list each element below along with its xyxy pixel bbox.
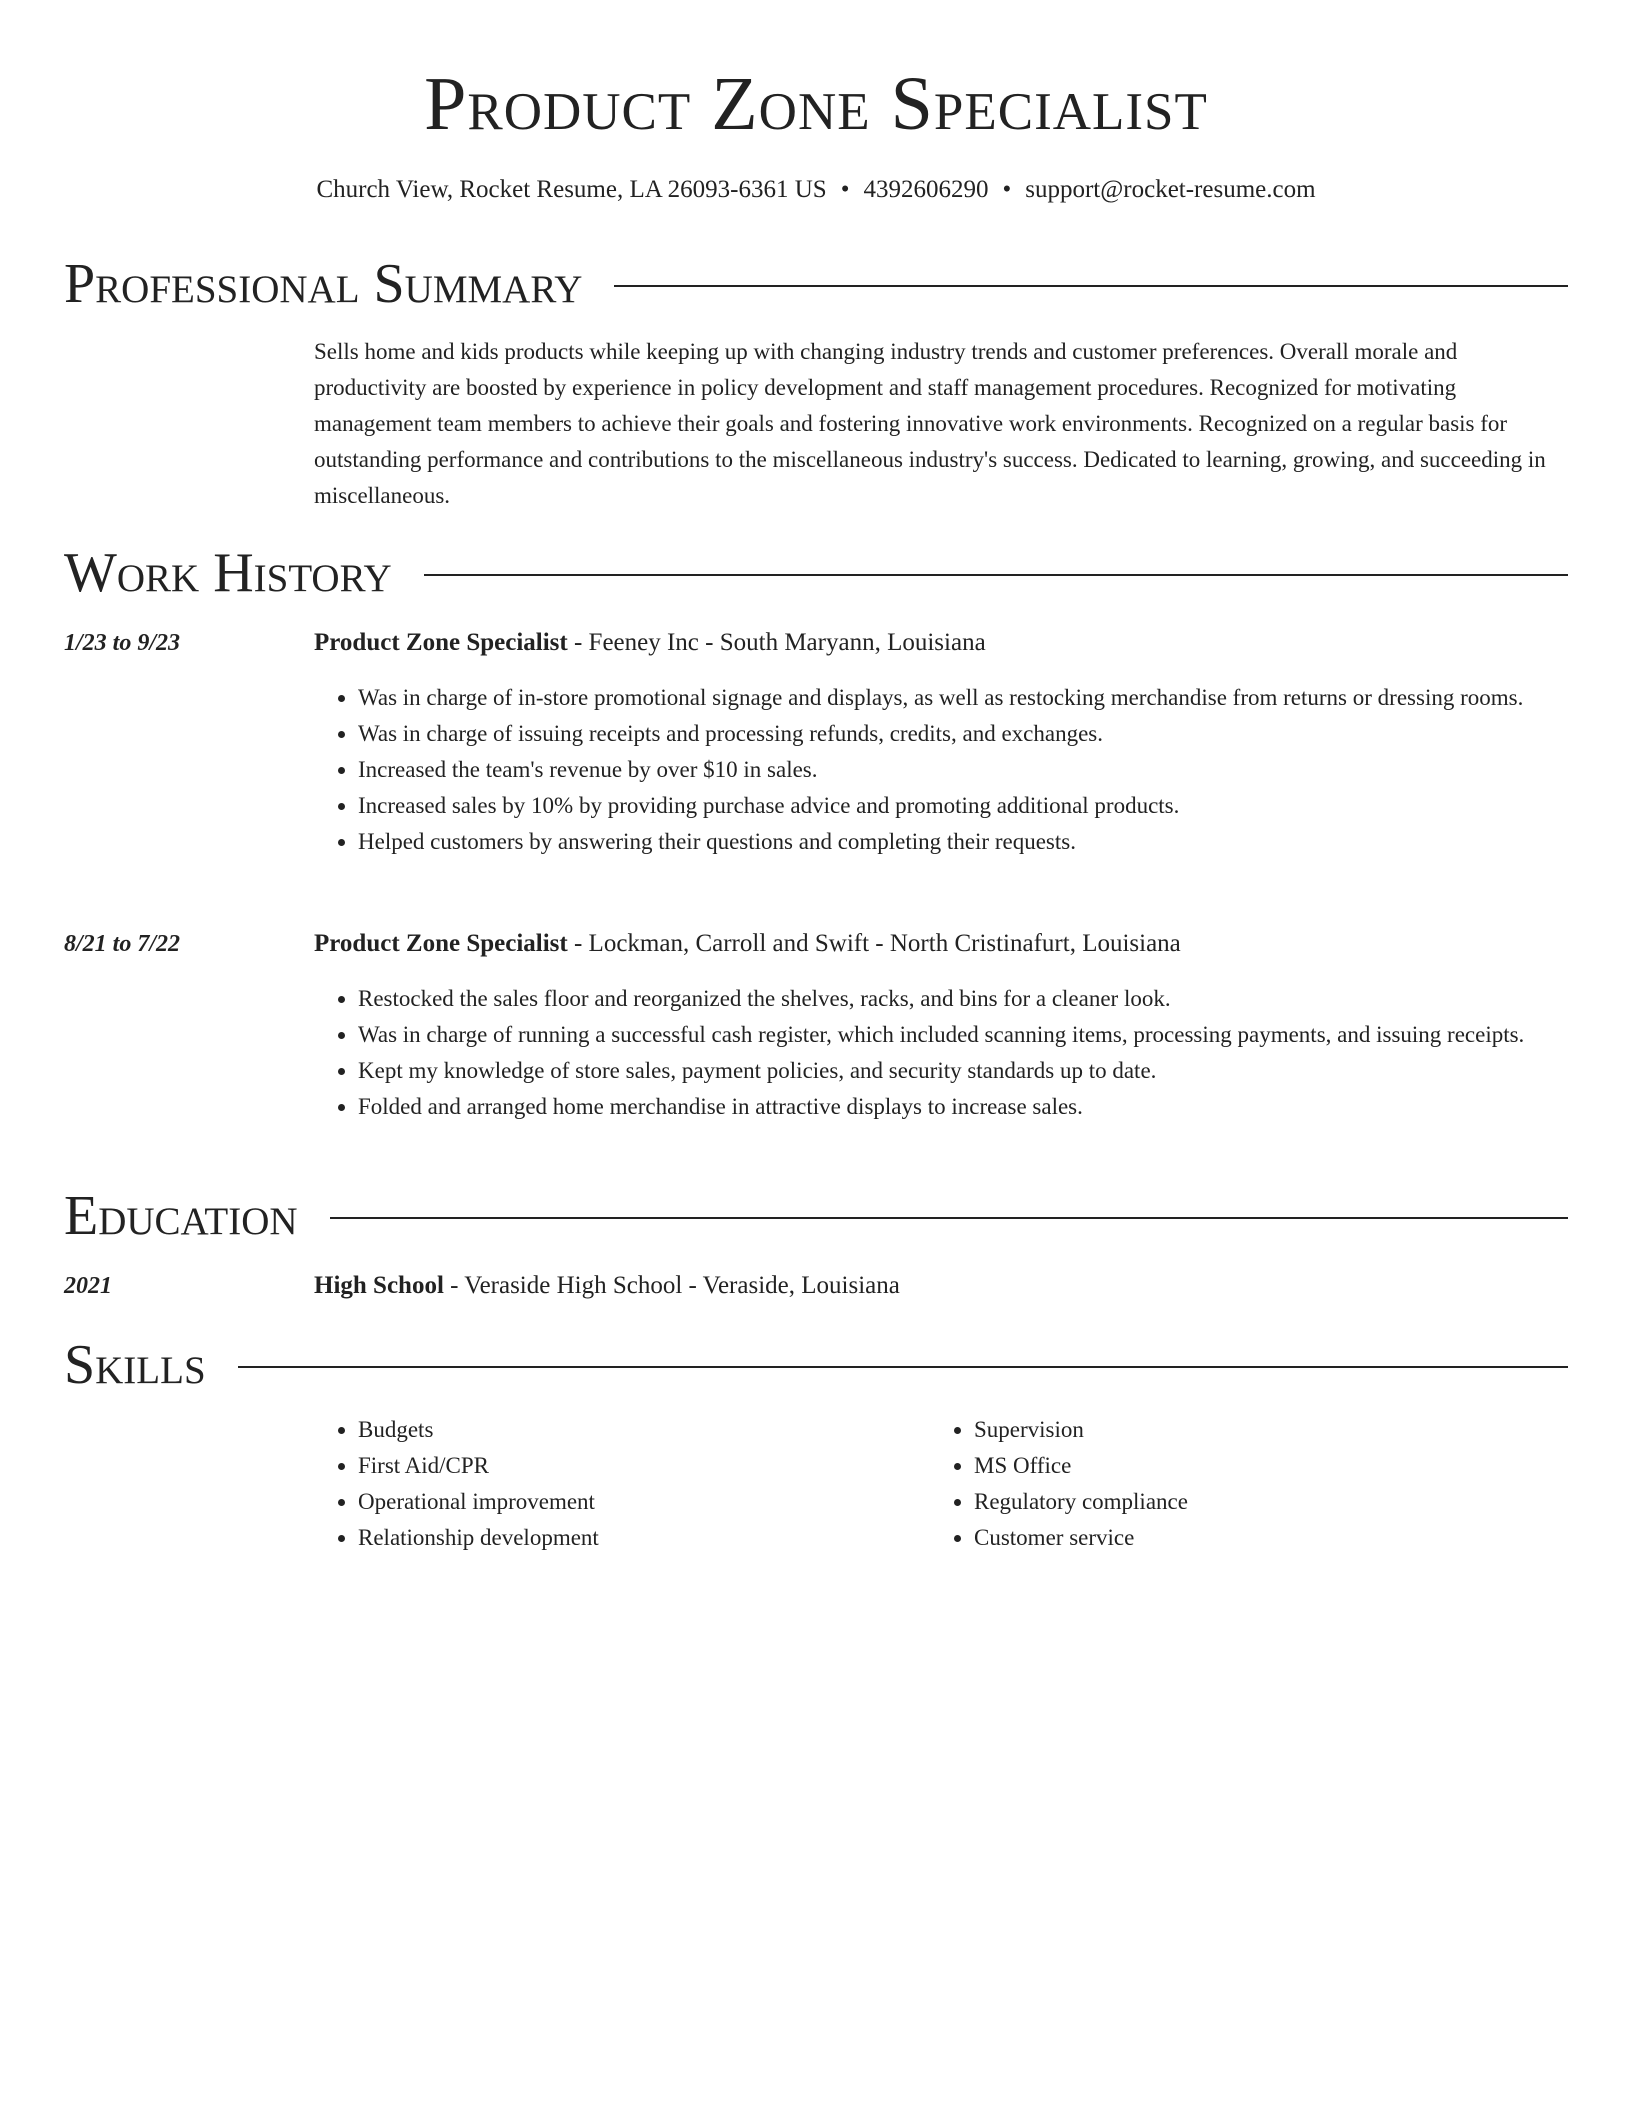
section-title-work: Work History (64, 542, 392, 604)
education-details: - Veraside High School - Veraside, Louisiana (443, 1272, 900, 1299)
job-bullets (314, 981, 1568, 1125)
job-dates: 1/23 to 9/23 (64, 630, 181, 656)
list-item: • Was in charge of in-store promotional signage and displays, as well as restocking merchandise from returns or dressing rooms. (358, 680, 1568, 716)
job-bullets (314, 680, 1568, 860)
section-header-education (64, 1184, 1568, 1248)
section-title-summary: Professional Summary (64, 253, 583, 315)
job-heading (314, 627, 1568, 659)
section-header-summary (64, 252, 1568, 316)
section-divider (614, 285, 1568, 287)
skill-item: • Regulatory compliance (974, 1484, 1534, 1520)
section-header-work (64, 541, 1568, 605)
contact-separator: • (840, 176, 850, 203)
list-item: • Increased sales by 10% by providing purchase advice and promoting additional products. (358, 788, 1568, 824)
resume-name: Product Zone Specialist (424, 62, 1208, 146)
skill-item: • First Aid/CPR (358, 1448, 918, 1484)
summary-text: Sells home and kids products while keeping up with changing industry trends and customer preferences. Overall morale and productivity are boosted by experience in policy development and staff management procedures. Recognized for motivating management team members to achieve their goals and fostering innovative work environments. Recognized on a regular basis for outstanding performance and contributions to the miscellaneous industry's success. Dedicated to learning, growing, and succeeding in miscellaneous. (314, 339, 1546, 508)
education-year: 2021 (64, 1273, 112, 1299)
section-divider (238, 1366, 1568, 1368)
job-title: Product Zone Specialist (314, 629, 568, 656)
list-item: • Helped customers by answering their questions and completing their requests. (358, 824, 1568, 860)
section-divider (330, 1217, 1568, 1219)
job-dates: 8/21 to 7/22 (64, 931, 181, 957)
skill-item: • Supervision (974, 1412, 1534, 1448)
skills-list-left (314, 1412, 918, 1556)
skill-item: • Relationship development (358, 1520, 918, 1556)
list-item: • Kept my knowledge of store sales, payment policies, and security standards up to date. (358, 1053, 1568, 1089)
skill-item: • Operational improvement (358, 1484, 918, 1520)
education-degree: High School (314, 1272, 444, 1299)
list-item: • Was in charge of issuing receipts and processing refunds, credits, and exchanges. (358, 716, 1568, 752)
skill-item: • Customer service (974, 1520, 1534, 1556)
section-title-skills: Skills (64, 1334, 206, 1396)
section-title-education: Education (64, 1185, 298, 1247)
job-details: - Lockman, Carroll and Swift - North Cristinafurt, Louisiana (567, 930, 1181, 957)
contact-phone: 4392606290 (863, 176, 989, 203)
skill-item: • MS Office (974, 1448, 1534, 1484)
skills-list-right (930, 1412, 1534, 1556)
list-item: • Increased the team's revenue by over $10 in sales. (358, 752, 1568, 788)
section-divider (424, 574, 1568, 576)
education-heading (314, 1270, 1568, 1302)
list-item: • Restocked the sales floor and reorganized the shelves, racks, and bins for a cleaner look. (358, 981, 1568, 1017)
contact-line (0, 174, 1632, 206)
list-item: • Folded and arranged home merchandise in attractive displays to increase sales. (358, 1089, 1568, 1125)
contact-address: Church View, Rocket Resume, LA 26093-6361 US (316, 176, 827, 203)
list-item: • Was in charge of running a successful cash register, which included scanning items, processing payments, and issuing receipts. (358, 1017, 1568, 1053)
contact-email: support@rocket-resume.com (1025, 176, 1316, 203)
contact-separator: • (1002, 176, 1012, 203)
skill-item: • Budgets (358, 1412, 918, 1448)
job-heading (314, 928, 1568, 960)
job-details: - Feeney Inc - South Maryann, Louisiana (567, 629, 986, 656)
section-header-skills (64, 1333, 1568, 1397)
job-title: Product Zone Specialist (314, 930, 568, 957)
